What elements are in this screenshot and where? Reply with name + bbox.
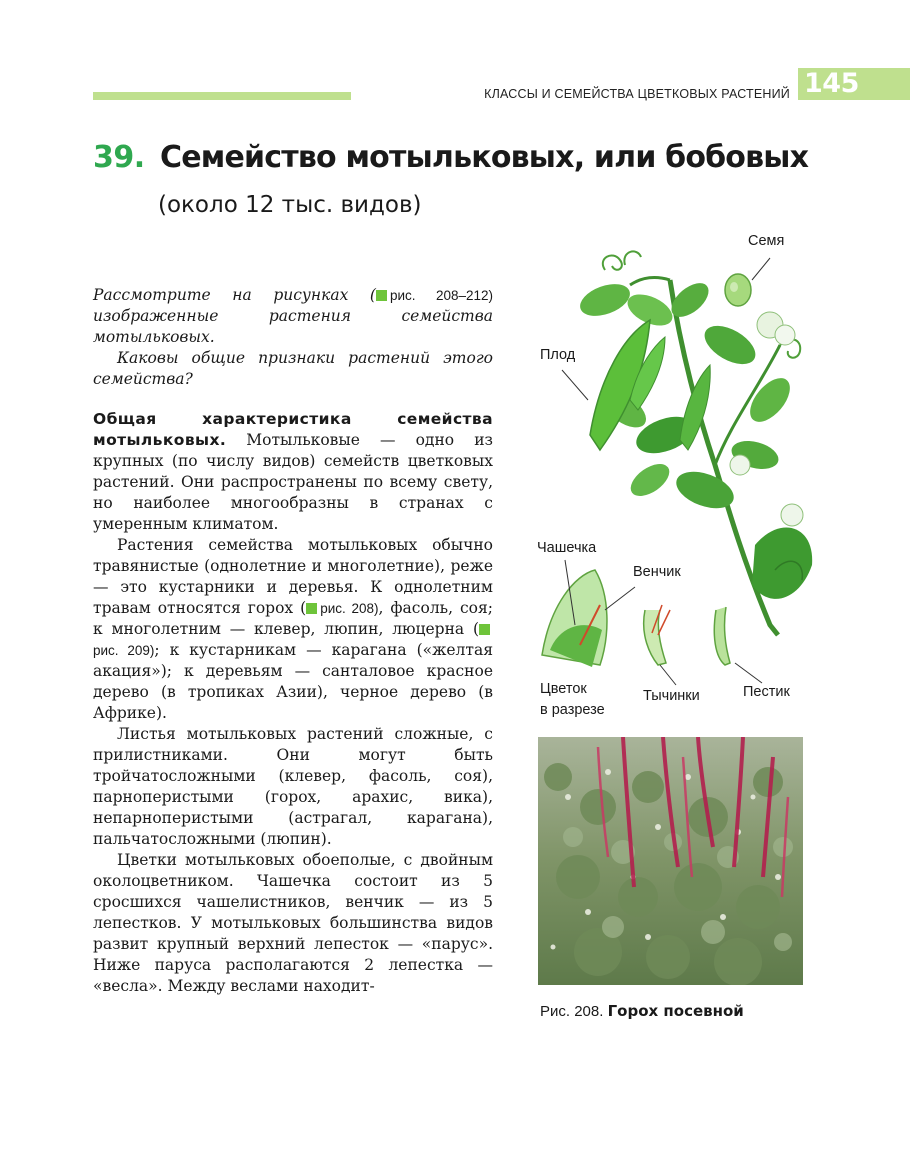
caption-prefix: Рис. 208. bbox=[540, 1003, 604, 1020]
ref-square-icon bbox=[376, 290, 387, 301]
label-corolla: Венчик bbox=[633, 564, 681, 580]
page-number-box bbox=[798, 68, 910, 100]
paragraph-1: Общая характеристика семейства мотыльковых. Мотыльковые — одно из крупных (по числу видов) семейств цветковых растений. Они распространены по всему свету, но наиболее многообразны в странах с умеренным климатом. bbox=[93, 410, 493, 533]
running-title: КЛАССЫ И СЕМЕЙСТВА ЦВЕТКОВЫХ РАСТЕНИЙ bbox=[484, 87, 790, 101]
ref-square-icon bbox=[479, 624, 490, 635]
label-calyx: Чашечка bbox=[537, 540, 597, 556]
section-number: 39. bbox=[93, 140, 145, 175]
label-flower-section-1: Цветок bbox=[540, 681, 587, 697]
caption-title: Горох посевной bbox=[607, 1002, 744, 1020]
section-subtitle: (около 12 тыс. видов) bbox=[158, 192, 422, 218]
label-flower-section-2: в разрезе bbox=[540, 702, 605, 718]
ref-square-icon bbox=[306, 603, 317, 614]
label-seed: Семя bbox=[748, 233, 785, 249]
pea-field-photo bbox=[538, 737, 803, 985]
figure-ref[interactable]: рис. 208–212) bbox=[376, 288, 493, 303]
paragraph-2: Растения семейства мотыльковых обычно травянистые (однолетние и многолетние), реже — это кустарники и деревья. К однолетним травам относятся горох ( рис. 208), фасоль, соя; к многолетним — клевер, люпин, люцерна (рис. 209); к кустарникам — карагана («желтая акация»); к деревьям — санталовое красное дерево (в тропиках Азии), черное дерево (в Африке). bbox=[93, 536, 493, 722]
paragraph-heading: Общая характеристика семейства мотыльковых. bbox=[93, 410, 493, 449]
label-fruit: Плод bbox=[540, 347, 576, 363]
label-stamens: Тычинки bbox=[643, 688, 700, 704]
text-column bbox=[93, 285, 493, 997]
figure-caption bbox=[540, 1002, 744, 1020]
section-title: Семейство мотыльковых, или бобовых bbox=[160, 140, 809, 175]
header-rule bbox=[93, 92, 351, 100]
task-question: Каковы общие признаки растений этого семейства? bbox=[93, 349, 493, 388]
paragraph-3: Листья мотыльковых растений сложные, с прилистниками. Они могут быть тройчатосложными (клевер, фасоль, соя), парноперистыми (горох, арахис, вика), непарноперистыми (астрагал, карагана), пальчатосложными (люпин). bbox=[93, 725, 493, 848]
figure-ref[interactable]: рис. 209) bbox=[93, 622, 493, 658]
page-number: 145 bbox=[804, 68, 859, 99]
paragraph-4: Цветки мотыльковых обоеполые, с двойным околоцветником. Чашечка состоит из 5 сросшихся чашелистников, венчик — из 5 лепестков. У мотыльковых большинства видов развит крупный верхний лепесток — «парус». Ниже паруса располагаются 2 лепестка — «весла». Между веслами находит- bbox=[93, 851, 493, 995]
label-pistil: Пестик bbox=[743, 684, 790, 700]
pea-plant-illustration bbox=[530, 225, 830, 730]
task-paragraph: Рассмотрите на рисунках ( рис. 208–212) изображенные растения семейства мотыльковых. bbox=[93, 286, 493, 346]
figure-ref[interactable]: рис. 208) bbox=[306, 601, 378, 616]
